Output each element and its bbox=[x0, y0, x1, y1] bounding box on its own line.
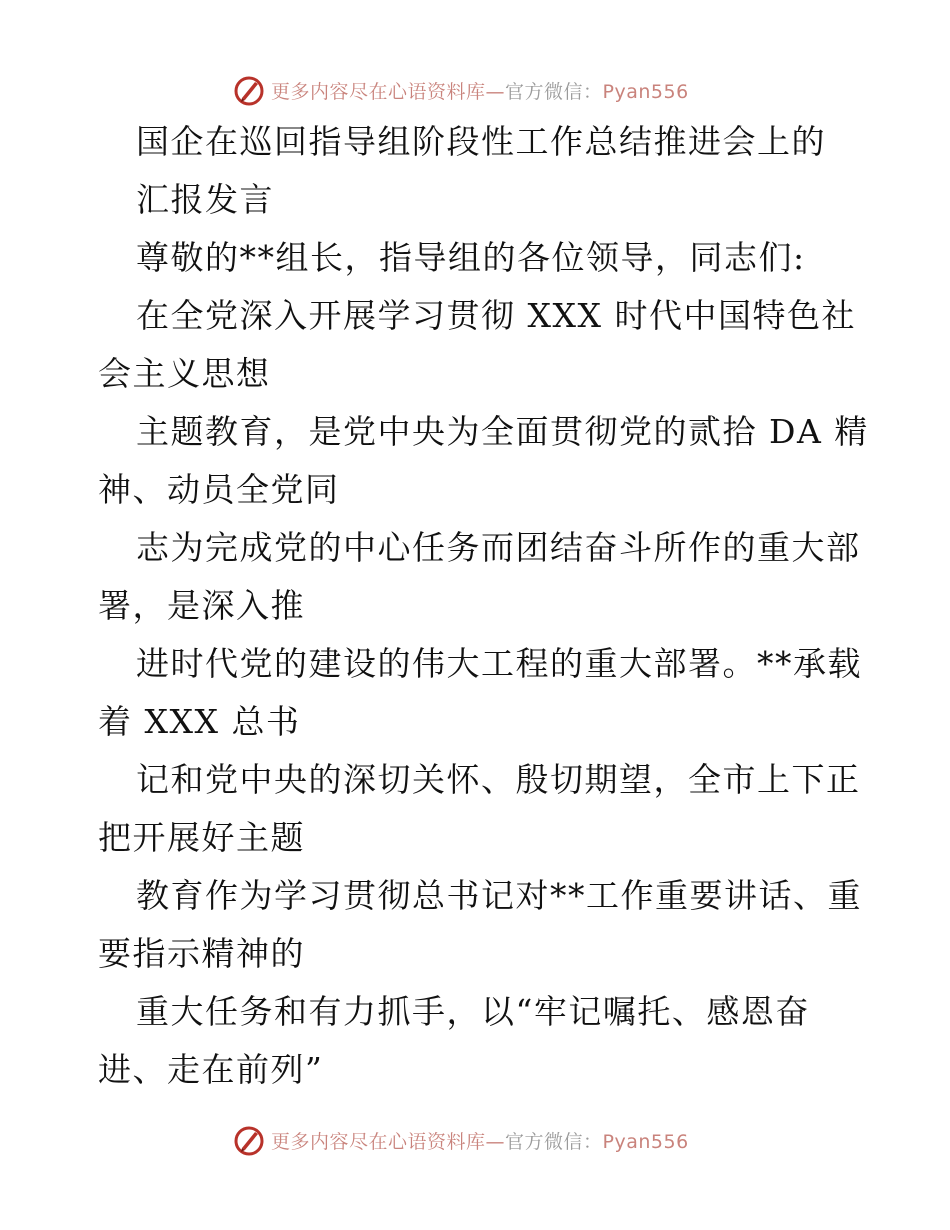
doc-title-line-1: 国企在巡回指导组阶段性工作总结推进会上的 bbox=[136, 122, 826, 161]
doc-line: 在全党深入开展学习贯彻 XXX 时代中国特色社 bbox=[136, 296, 856, 335]
doc-line: 进时代党的建设的伟大工程的重大部署。**承载 bbox=[136, 644, 862, 683]
doc-line: 神、动员全党同 bbox=[98, 470, 340, 509]
doc-title-line-2: 汇报发言 bbox=[136, 180, 274, 219]
watermark-text bbox=[271, 1127, 689, 1154]
header-watermark bbox=[233, 73, 689, 107]
doc-line: 进、走在前列” bbox=[98, 1050, 324, 1089]
doc-line: 志为完成党的中心任务而团结奋斗所作的重大部 bbox=[136, 528, 861, 567]
footer-watermark bbox=[233, 1123, 689, 1157]
doc-line: 要指示精神的 bbox=[98, 934, 305, 973]
watermark-wechat-label: 官方微信： bbox=[505, 80, 603, 103]
watermark-main: 更多内容尽在心语资料库 bbox=[271, 1130, 486, 1153]
doc-salutation: 尊敬的**组长，指导组的各位领导，同志们: bbox=[136, 238, 806, 277]
doc-line: 教育作为学习贯彻总书记对**工作重要讲话、重 bbox=[136, 876, 862, 915]
watermark-wechat-id: Pyan556 bbox=[602, 80, 689, 103]
watermark-wechat-label: 官方微信： bbox=[505, 1130, 603, 1153]
doc-line: 重大任务和有力抓手，以“牢记嘱托、感恩奋 bbox=[136, 992, 810, 1031]
doc-line: 把开展好主题 bbox=[98, 818, 305, 857]
doc-line: 署，是深入推 bbox=[98, 586, 305, 625]
pen-logo-icon bbox=[233, 74, 265, 106]
watermark-text bbox=[271, 77, 689, 104]
watermark-dash: — bbox=[485, 80, 506, 103]
watermark-wechat-id: Pyan556 bbox=[602, 1130, 689, 1153]
doc-line: 着 XXX 总书 bbox=[98, 702, 301, 741]
watermark-dash: — bbox=[485, 1130, 506, 1153]
pen-logo-icon bbox=[233, 1124, 265, 1156]
watermark-main: 更多内容尽在心语资料库 bbox=[271, 80, 486, 103]
doc-line: 记和党中央的深切关怀、殷切期望，全市上下正 bbox=[136, 760, 861, 799]
doc-line: 主题教育，是党中央为全面贯彻党的贰拾 DA 精 bbox=[136, 412, 869, 451]
doc-line: 会主义思想 bbox=[98, 354, 271, 393]
